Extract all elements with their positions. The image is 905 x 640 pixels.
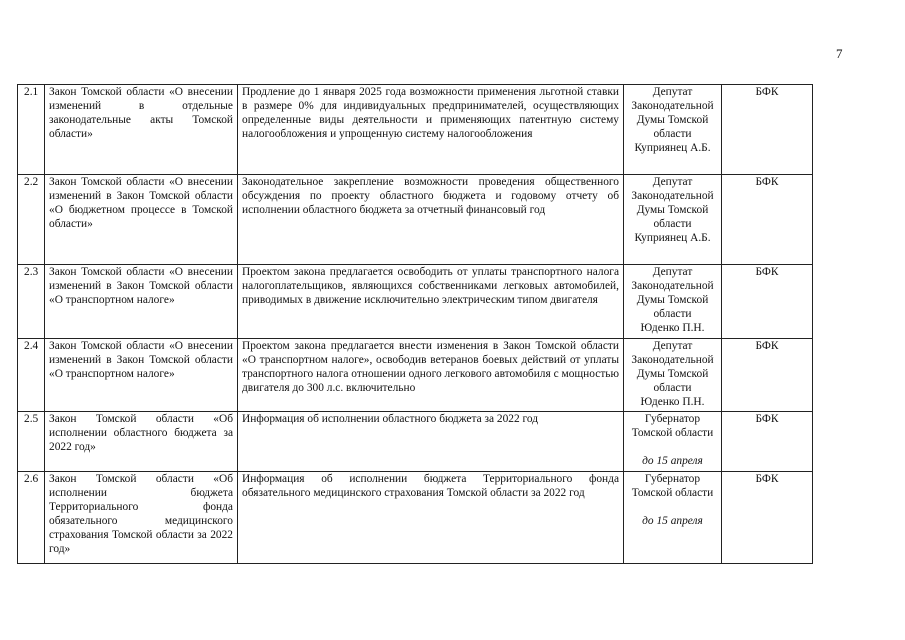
law-title: Закон Томской области «О внесении изменений в отдельные законодательные акты Томской области» [45, 85, 238, 175]
responsible-line: Законодательной [631, 189, 714, 202]
responsible-line: Юденко П.Н. [640, 321, 705, 334]
law-content: Информация об исполнении бюджета Территориального фонда обязательного медицинского страхования Томской области за 2022 год [238, 472, 624, 564]
responsible-line: Думы Томской [636, 203, 709, 216]
responsible-line: области [653, 127, 692, 140]
responsible-cell [624, 265, 722, 339]
deadline: до 15 апреля [642, 454, 703, 467]
legislative-plan-table [17, 84, 813, 564]
responsible-line: Думы Томской [636, 367, 709, 380]
page-number: 7 [836, 46, 843, 61]
executor-cell: БФК [722, 472, 813, 564]
responsible-line: Томской области [631, 486, 714, 499]
responsible-line: Куприянец А.Б. [634, 141, 711, 154]
responsible-line: Губернатор [644, 413, 701, 425]
row-number: 2.3 [18, 265, 45, 339]
responsible-line: Думы Томской [636, 113, 709, 126]
responsible-line: Депутат [652, 340, 693, 352]
responsible-line: Законодательной [631, 99, 714, 112]
responsible-cell [624, 85, 722, 175]
responsible-line: Депутат [652, 176, 693, 188]
row-number: 2.1 [18, 85, 45, 175]
row-number: 2.4 [18, 339, 45, 412]
executor-cell: БФК [722, 175, 813, 265]
responsible-line: Законодательной [631, 353, 714, 366]
law-content: Законодательное закрепление возможности проведения общественного обсуждения по проекту областного бюджета и годовому отчету об исполнении областного бюджета за отчетный финансовый год [238, 175, 624, 265]
law-content: Проектом закона предлагается внести изменения в Закон Томской области «О транспортном налоге», освободив ветеранов боевых действий от уплаты транспортного налога отношении одного легкового автомобиля с мощностью двигателя до 300 л.с. включительно [238, 339, 624, 412]
responsible-line: Законодательной [631, 279, 714, 292]
responsible-cell [624, 472, 722, 564]
law-title: Закон Томской области «О внесении изменений в Закон Томской области «О транспортном налоге» [45, 339, 238, 412]
executor-cell: БФК [722, 412, 813, 472]
responsible-line: области [653, 381, 692, 394]
responsible-line: Томской области [631, 426, 714, 439]
executor-cell: БФК [722, 265, 813, 339]
table-row [18, 339, 813, 412]
responsible-line: области [653, 307, 692, 320]
row-number: 2.2 [18, 175, 45, 265]
law-title: Закон Томской области «О внесении изменений в Закон Томской области «О транспортном налоге» [45, 265, 238, 339]
law-title: Закон Томской области «О внесении изменений в Закон Томской области «О бюджетном процессе в Томской области» [45, 175, 238, 265]
table-row [18, 175, 813, 265]
law-content: Проектом закона предлагается освободить от уплаты транспортного налога налогоплательщиков, являющихся собственниками легковых автомобилей, приводимых в движение исключительно электрическим типом двигателя [238, 265, 624, 339]
executor-cell: БФК [722, 339, 813, 412]
responsible-line: Думы Томской [636, 293, 709, 306]
responsible-line: Депутат [652, 86, 693, 98]
responsible-line: Губернатор [644, 473, 701, 485]
table-row [18, 85, 813, 175]
law-content: Информация об исполнении областного бюджета за 2022 год [238, 412, 624, 472]
table-row [18, 412, 813, 472]
responsible-line: Куприянец А.Б. [634, 231, 711, 244]
law-title: Закон Томской области «Об исполнении областного бюджета за 2022 год» [45, 412, 238, 472]
responsible-line: области [653, 217, 692, 230]
responsible-cell [624, 339, 722, 412]
responsible-line: Юденко П.Н. [640, 395, 705, 408]
row-number: 2.5 [18, 412, 45, 472]
responsible-line: Депутат [652, 266, 693, 278]
deadline: до 15 апреля [642, 514, 703, 527]
table-row [18, 472, 813, 564]
table-row [18, 265, 813, 339]
executor-cell: БФК [722, 85, 813, 175]
law-content: Продление до 1 января 2025 года возможности применения льготной ставки в размере 0% для индивидуальных предпринимателей, осуществляющих определенные виды деятельности и применяющих патентную систему налогообложения и упрощенную систему налогообложения [238, 85, 624, 175]
responsible-cell [624, 412, 722, 472]
responsible-cell [624, 175, 722, 265]
law-title: Закон Томской области «Об исполнении бюджета Территориального фонда обязательного медицинского страхования Томской области за 2022 год» [45, 472, 238, 564]
row-number: 2.6 [18, 472, 45, 564]
